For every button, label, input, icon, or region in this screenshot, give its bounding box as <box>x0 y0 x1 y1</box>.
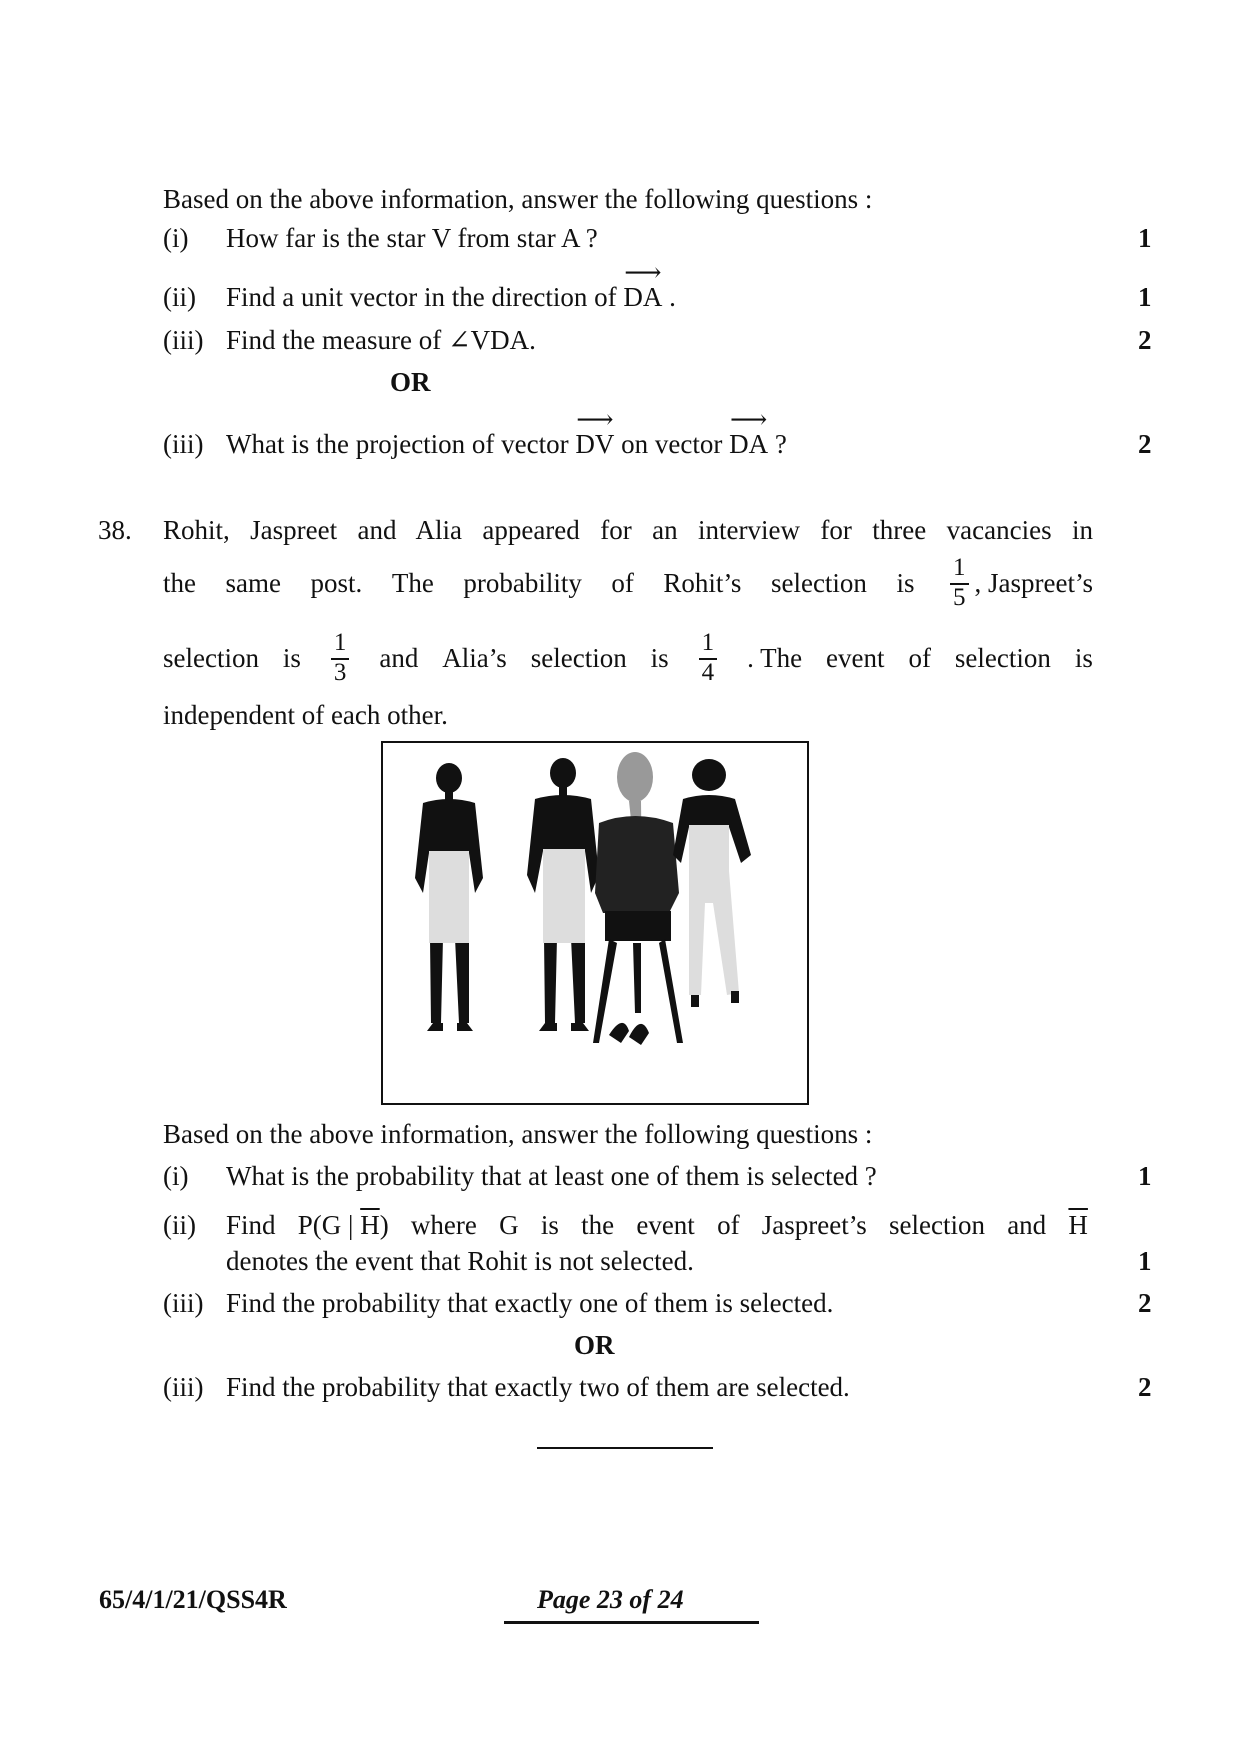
fraction-rohit <box>950 555 969 612</box>
h-complement: $\overline{H}$ <box>360 1210 380 1240</box>
word: event <box>826 642 885 673</box>
q38-line3 <box>163 630 1093 686</box>
vector-da: ⟶ DA <box>729 431 768 458</box>
word: selection <box>954 642 1051 673</box>
vector-dv: ⟶ DV <box>575 431 614 458</box>
q38-number: 38. <box>98 515 132 545</box>
word: selection <box>889 1210 985 1240</box>
denominator: 3 <box>333 659 347 686</box>
q38-line4: independent of each other. <box>163 700 448 730</box>
word: same <box>225 567 282 598</box>
word: event <box>636 1210 695 1240</box>
q38-line1: Rohit, Jaspreet and Alia appeared for an interview for three vacancies in <box>163 515 1093 545</box>
vector-da: ⟶ DA <box>623 284 662 311</box>
word: is <box>540 1210 559 1240</box>
q38-intro: Based on the above information, answer the following questions : <box>163 1119 873 1149</box>
fraction-jaspreet <box>331 630 350 687</box>
word: Jaspreet’s <box>761 1210 867 1240</box>
word: of <box>717 1210 740 1240</box>
word: where <box>410 1210 477 1240</box>
word: Rohit’s <box>663 567 742 598</box>
silhouettes-image <box>383 743 807 1103</box>
fraction-alia <box>699 630 718 687</box>
q37-alt-text-after: ? <box>774 429 787 459</box>
word: . The <box>747 642 803 673</box>
page-number-underline <box>504 1621 759 1624</box>
q38-iii-alt-marks: 2 <box>1138 1372 1152 1402</box>
word: post. <box>310 567 363 598</box>
word: Find <box>226 1210 276 1240</box>
word: probability <box>463 567 582 598</box>
q38-line2 <box>163 555 1093 611</box>
q37-or: OR <box>390 367 431 397</box>
q37-i-text: How far is the star V from star A ? <box>226 223 598 253</box>
q38-ii-line1 <box>226 1210 1088 1241</box>
word: is <box>650 642 669 673</box>
numerator: 1 <box>950 555 969 585</box>
q37-iii-marks: 2 <box>1138 325 1152 355</box>
q37-iii-alt-label: (iii) <box>163 429 204 459</box>
q37-alt-text-before: What is the projection of vector <box>226 429 569 459</box>
q38-or: OR <box>574 1330 615 1360</box>
q37-iii-alt-text <box>226 431 787 458</box>
word: is <box>282 642 301 673</box>
end-divider <box>537 1447 713 1449</box>
man-silhouette-2 <box>527 758 599 1031</box>
conditional-probability-expr <box>298 1210 389 1241</box>
q37-ii-marks: 1 <box>1138 282 1152 312</box>
h-complement: $\overline{H}$ <box>1068 1210 1088 1240</box>
page-number: Page 23 of 24 <box>537 1585 684 1614</box>
q38-i-label: (i) <box>163 1161 189 1191</box>
q37-iii-alt-marks: 2 <box>1138 429 1152 459</box>
numerator: 1 <box>331 630 350 660</box>
q37-ii-text <box>226 284 676 311</box>
paper-code: 65/4/1/21/QSS4R <box>99 1585 287 1614</box>
fraction-rohit-group <box>944 555 1093 612</box>
q38-i-text: What is the probability that at least one of them is selected ? <box>226 1161 877 1191</box>
word: The <box>391 567 434 598</box>
q37-ii-text-after: . <box>669 282 676 312</box>
word: is <box>896 567 915 598</box>
word: the <box>163 567 196 598</box>
q38-ii-line2: denotes the event that Rohit is not selected. <box>226 1246 694 1276</box>
word: and <box>379 642 419 673</box>
q38-iii-label: (iii) <box>163 1288 204 1318</box>
word: is <box>1074 642 1093 673</box>
section37-intro: Based on the above information, answer the following questions : <box>163 184 873 214</box>
q38-ii-label: (ii) <box>163 1210 196 1240</box>
q38-line2-end: , Jaspreet’s <box>974 567 1093 598</box>
q37-ii-label: (ii) <box>163 282 196 312</box>
q37-i-marks: 1 <box>1138 223 1152 253</box>
q37-i-label: (i) <box>163 223 189 253</box>
q38-iii-alt-text: Find the probability that exactly two of them are selected. <box>226 1372 850 1402</box>
word: selection <box>163 642 259 673</box>
q38-i-marks: 1 <box>1138 1161 1152 1191</box>
p-open: P(G | <box>297 1210 354 1240</box>
q37-iii-label: (iii) <box>163 325 204 355</box>
denominator: 4 <box>701 659 715 686</box>
denominator: 5 <box>953 584 966 611</box>
woman-silhouette <box>673 759 751 1007</box>
numerator: 1 <box>699 630 718 660</box>
word: selection <box>530 642 627 673</box>
word: G <box>499 1210 519 1240</box>
word: selection <box>770 567 867 598</box>
word: and <box>1007 1210 1047 1240</box>
p-close: ) <box>379 1210 389 1240</box>
q37-ii-text-before: Find a unit vector in the direction of <box>226 282 617 312</box>
q37-iii-text: Find the measure of ∠VDA. <box>226 325 536 355</box>
woman-on-chair-silhouette <box>593 752 683 1045</box>
q38-iii-text: Find the probability that exactly one of them is selected. <box>226 1288 834 1318</box>
interview-candidates-illustration <box>381 741 809 1105</box>
q38-iii-marks: 2 <box>1138 1288 1152 1318</box>
word: Alia’s <box>442 642 507 673</box>
word: of <box>908 642 931 673</box>
word: of <box>611 567 634 598</box>
man-silhouette-1 <box>415 763 483 1031</box>
word: the <box>581 1210 615 1240</box>
q37-alt-text-mid: on vector <box>621 429 723 459</box>
q38-ii-marks: 1 <box>1138 1246 1152 1276</box>
q38-iii-alt-label: (iii) <box>163 1372 204 1402</box>
